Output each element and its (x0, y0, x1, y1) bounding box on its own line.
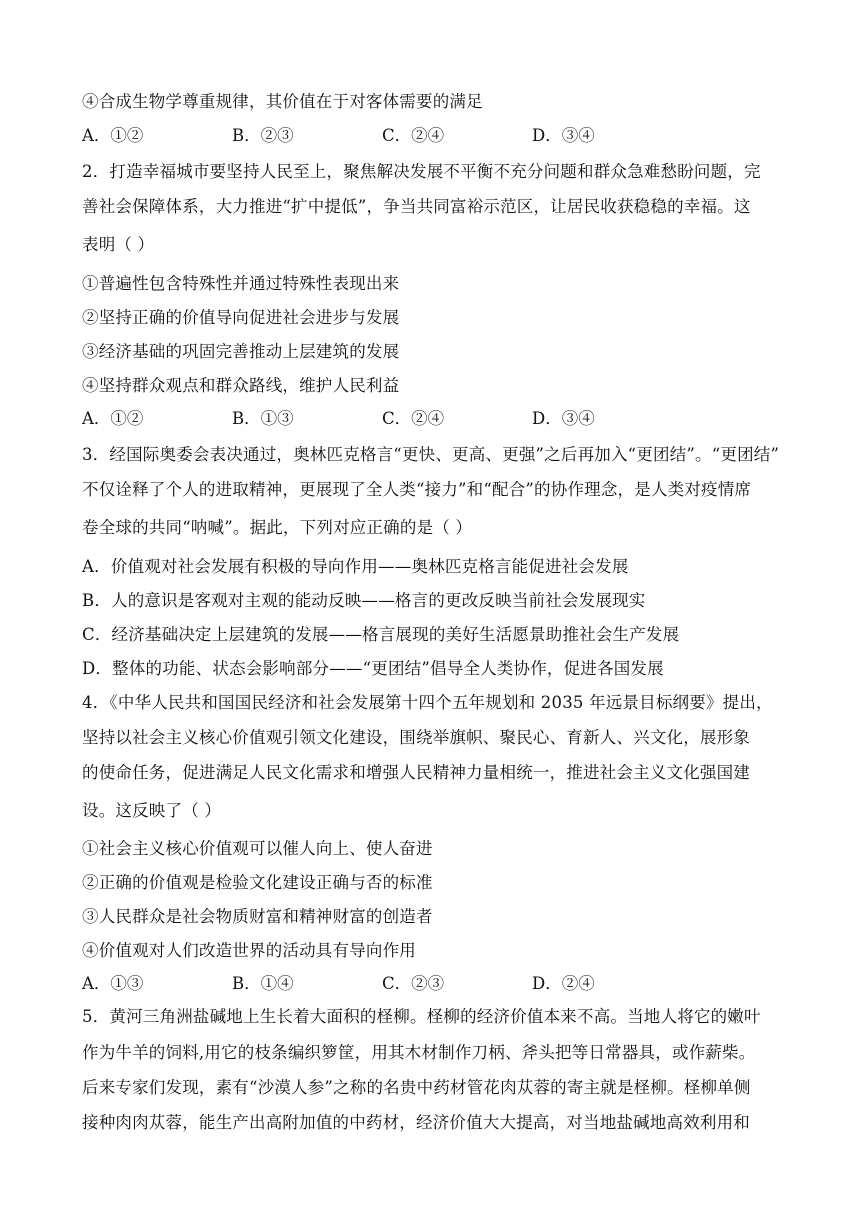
q2-option-2: ②坚持正确的价值导向促进社会进步与发展 (82, 308, 400, 327)
q2-choice-b: B．①③ (232, 409, 294, 428)
q1-option-4: ④合成生物学尊重规律，其价值在于对客体需要的满足 (82, 92, 483, 111)
q4-option-2: ②正确的价值观是检验文化建设正确与否的标准 (82, 873, 433, 892)
q2-stem-line-2: 善社会保障体系，大力推进“扩中提低”，争当共同富裕示范区，让居民收获稳稳的幸福。这 (82, 197, 751, 216)
q2-choice-a: A．①② (82, 409, 144, 428)
q3-option-a: A．价值观对社会发展有积极的导向作用——奥林匹克格言能促进社会发展 (82, 557, 629, 576)
q4-choices (82, 970, 782, 996)
q3-stem-line-3: 卷全球的共同“呐喊”。据此，下列对应正确的是（ ） (82, 518, 473, 537)
q1-choice-b: B．②③ (232, 126, 294, 145)
q4-stem-line-3: 的使命任务，促进满足人民文化需求和增强人民精神力量相统一，推进社会主义文化强国建 (82, 763, 750, 782)
q4-stem-line-4: 设。这反映了（ ） (82, 801, 222, 820)
q4-option-1: ①社会主义核心价值观可以催人向上、使人奋进 (82, 839, 433, 858)
q2-option-1: ①普遍性包含特殊性并通过特殊性表现出来 (82, 274, 400, 293)
q3-option-d: D．整体的功能、状态会影响部分——“更团结”倡导全人类协作，促进各国发展 (82, 659, 664, 678)
q4-choice-c: C．②③ (382, 974, 445, 993)
q2-stem-line-3: 表明（ ） (82, 235, 155, 254)
q4-stem-line-1: 4．《中华人民共和国国民经济和社会发展第十四个五年规划和 2035 年远景目标纲要》提出， (82, 693, 773, 712)
q1-choice-d: D．③④ (532, 126, 595, 145)
q4-stem-line-2: 坚持以社会主义核心价值观引领文化建设，围绕举旗帜、聚民心、育新人、兴文化，展形象 (82, 728, 750, 747)
q2-stem-line-1: 2．打造幸福城市要坚持人民至上，聚焦解决发展不平衡不充分问题和群众急难愁盼问题，完 (82, 162, 761, 181)
q5-stem-line-4: 接种肉肉苁蓉，能生产出高附加值的中药材，经济价值大大提高，对当地盐碱地高效利用和 (82, 1113, 750, 1132)
q1-choices (82, 122, 782, 148)
q4-option-3: ③人民群众是社会物质财富和精神财富的创造者 (82, 907, 433, 926)
q2-choice-c: C．②④ (382, 409, 445, 428)
q3-option-b: B．人的意识是客观对主观的能动反映——格言的更改反映当前社会发展现实 (82, 591, 646, 610)
q4-choice-b: B．①④ (232, 974, 294, 993)
q1-choice-a: A．①② (82, 126, 144, 145)
q3-option-c: C．经济基础决定上层建筑的发展——格言展现的美好生活愿景助推社会生产发展 (82, 625, 680, 644)
q2-option-3: ③经济基础的巩固完善推动上层建筑的发展 (82, 342, 400, 361)
q2-option-4: ④坚持群众观点和群众路线，维护人民利益 (82, 376, 400, 395)
q4-option-4: ④价值观对人们改造世界的活动具有导向作用 (82, 941, 416, 960)
q3-stem-line-2: 不仅诠释了个人的进取精神，更展现了全人类“接力”和“配合”的协作理念，是人类对疫情席 (82, 480, 752, 499)
q2-choices (82, 405, 782, 431)
q4-choice-d: D．②④ (532, 974, 595, 993)
q5-stem-line-3: 后来专家们发现，素有“沙漠人参”之称的名贵中药材管花肉苁蓉的寄主就是柽柳。柽柳单侧 (82, 1078, 751, 1097)
q3-stem-line-1: 3．经国际奥委会表决通过，奥林匹克格言“更快、更高、更强”之后再加入“更团结”。“更团结” (82, 445, 780, 464)
q5-stem-line-2: 作为牛羊的饲料,用它的枝条编织箩筐，用其木材制作刀柄、斧头把等日常器具，或作薪柴。 (82, 1043, 756, 1062)
q2-choice-d: D．③④ (532, 409, 595, 428)
q5-stem-line-1: 5．黄河三角洲盐碱地上生长着大面积的柽柳。柽柳的经济价值本来不高。当地人将它的嫩叶 (82, 1007, 761, 1026)
q4-choice-a: A．①③ (82, 974, 144, 993)
q1-choice-c: C．②④ (382, 126, 445, 145)
